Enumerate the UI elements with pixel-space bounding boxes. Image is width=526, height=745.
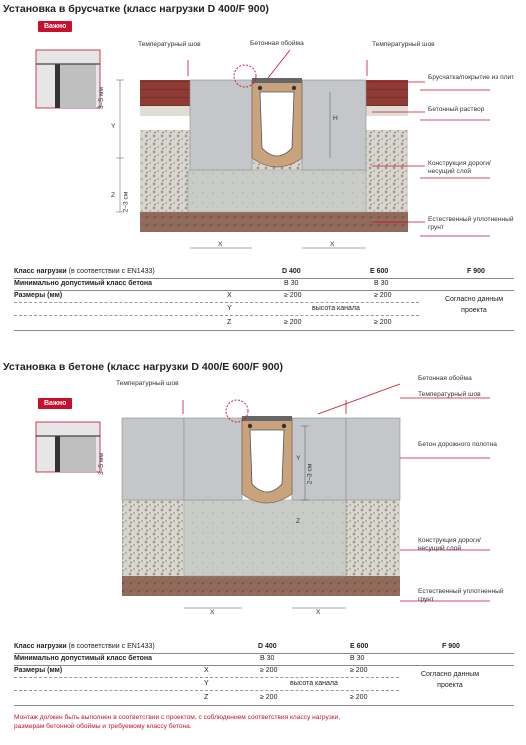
section1-badge: Важно xyxy=(38,21,72,32)
s1-dim-y: Y xyxy=(111,123,116,130)
s2-col-d: D 400 xyxy=(258,643,277,650)
s1-col-e: E 600 xyxy=(370,268,389,275)
s2-z-e: ≥ 200 xyxy=(350,694,368,701)
s1-label-temp-joint-left: Температурный шов xyxy=(138,41,201,48)
s1-concrete-foundation xyxy=(188,170,366,212)
s1-label-mortar: Бетонный раствор xyxy=(428,106,485,113)
s1-dim-x-left: X xyxy=(218,241,223,248)
s1-dim-x-right: X xyxy=(330,241,335,248)
s1-label-road-structure: Конструкция дороги/ несущий слой xyxy=(428,160,491,175)
s2-label-road-concrete: Бетон дорожного полотна xyxy=(418,441,497,448)
s1-mortar-right xyxy=(366,106,408,116)
s2-label-temp-joint-left: Температурный шов xyxy=(116,380,179,387)
section2-title: Установка в бетоне (класс нагрузки D 400/E 600/F 900) xyxy=(3,361,283,373)
s2-x-e: ≥ 200 xyxy=(350,667,368,674)
s1-channel-inner xyxy=(260,92,294,156)
s1-z: Z xyxy=(227,319,232,326)
s1-row-min-concrete: Минимально допустимый класс бетона xyxy=(14,280,153,287)
s2-concrete-foundation xyxy=(184,500,346,576)
s2-y-val: высота канала xyxy=(290,680,338,687)
s2-x-d: ≥ 200 xyxy=(260,667,278,674)
s1-x: X xyxy=(227,292,232,299)
s1-z-e: ≥ 200 xyxy=(374,319,392,326)
s2-x: X xyxy=(204,667,209,674)
s1-label-concrete-frame: Бетонная обойма xyxy=(250,40,304,47)
s2-dim-y: Y xyxy=(296,455,301,462)
s2-dim-z: Z xyxy=(296,518,301,525)
s2-label-natural-ground: Естественный уплотненный грунт xyxy=(418,588,504,603)
s2-label-concrete-frame: Бетонная обойма xyxy=(418,375,472,382)
s1-paving-left xyxy=(140,80,190,106)
s2-dim-z-range: 2–3 см xyxy=(306,463,314,485)
s1-label-temp-joint-right: Температурный шов xyxy=(372,41,435,48)
s1-dim-z: Z xyxy=(111,192,116,199)
s2-road-right xyxy=(346,418,400,500)
s1-label-natural-ground: Естественный уплотненный грунт xyxy=(428,216,514,231)
s2-grate xyxy=(242,416,292,421)
section2-diagram xyxy=(0,380,526,620)
section1-title: Установка в брусчатке (класс нагрузки D 400/F 900) xyxy=(3,3,269,15)
s2-table xyxy=(14,643,514,709)
s1-dim-z-range: 2–3 см xyxy=(122,191,130,213)
s1-table xyxy=(14,268,514,334)
s1-col-f: F 900 xyxy=(467,268,485,275)
s2-col-f: F 900 xyxy=(442,643,460,650)
s2-road-left xyxy=(122,418,184,500)
s2-col-class: Класс нагрузки (в соответствии с EN1433) xyxy=(14,643,155,650)
s1-natural-ground xyxy=(140,212,408,232)
s2-label-temp-joint-right: Температурный шов xyxy=(418,391,481,398)
s1-x-e: ≥ 200 xyxy=(374,292,392,299)
s1-col-d: D 400 xyxy=(282,268,301,275)
s2-col-e: E 600 xyxy=(350,643,369,650)
s1-frame-right xyxy=(302,80,366,170)
s2-y: Y xyxy=(204,680,209,687)
s2-row-min-concrete: Минимально допустимый класс бетона xyxy=(14,655,153,662)
s1-mortar-left xyxy=(140,106,190,116)
s2-label-road-structure: Конструкция дороги/ несущий слой xyxy=(418,537,481,552)
s1-min-d: B 30 xyxy=(284,280,299,287)
s1-frame-left xyxy=(190,80,252,170)
s1-dim-joint: 3–5 мм xyxy=(97,87,105,109)
s2-z: Z xyxy=(204,694,209,701)
s2-dim-x-right: X xyxy=(316,609,321,616)
s2-frame-left xyxy=(184,418,242,500)
s2-natural-ground xyxy=(122,576,400,596)
s1-col-class: Класс нагрузки (в соответствии с EN1433) xyxy=(14,268,155,275)
s2-min-e: B 30 xyxy=(350,655,365,662)
s2-z-d: ≥ 200 xyxy=(260,694,278,701)
s2-f-note: Согласно данным проекта xyxy=(420,671,480,689)
s1-y-val: высота канала xyxy=(312,305,360,312)
s1-z-d: ≥ 200 xyxy=(284,319,302,326)
s2-dim-x-left: X xyxy=(210,609,215,616)
s1-min-e: B 30 xyxy=(374,280,389,287)
s1-f-note: Согласно данным проекта xyxy=(444,296,504,314)
s1-label-paving: Брусчатка/покрытие из плит xyxy=(428,74,515,81)
s1-grate xyxy=(252,78,302,83)
footnote: Монтаж должен быть выполнен в соответствии с проектом, с соблюдением соответствия классу нагрузки, размерам бетонной обоймы и требуемому классу бетона. xyxy=(14,714,341,730)
s2-dim-joint: 3–5 мм xyxy=(97,453,105,475)
s2-min-d: B 30 xyxy=(260,655,275,662)
section2-badge: Важно xyxy=(38,398,72,409)
s2-row-sizes: Размеры (мм) xyxy=(14,667,63,674)
s1-row-sizes: Размеры (мм) xyxy=(14,292,63,299)
s1-paving-right xyxy=(366,80,408,106)
s1-dim-h: H xyxy=(333,115,338,122)
s1-y: Y xyxy=(227,305,232,312)
s2-channel-inner xyxy=(250,430,284,492)
s1-x-d: ≥ 200 xyxy=(284,292,302,299)
